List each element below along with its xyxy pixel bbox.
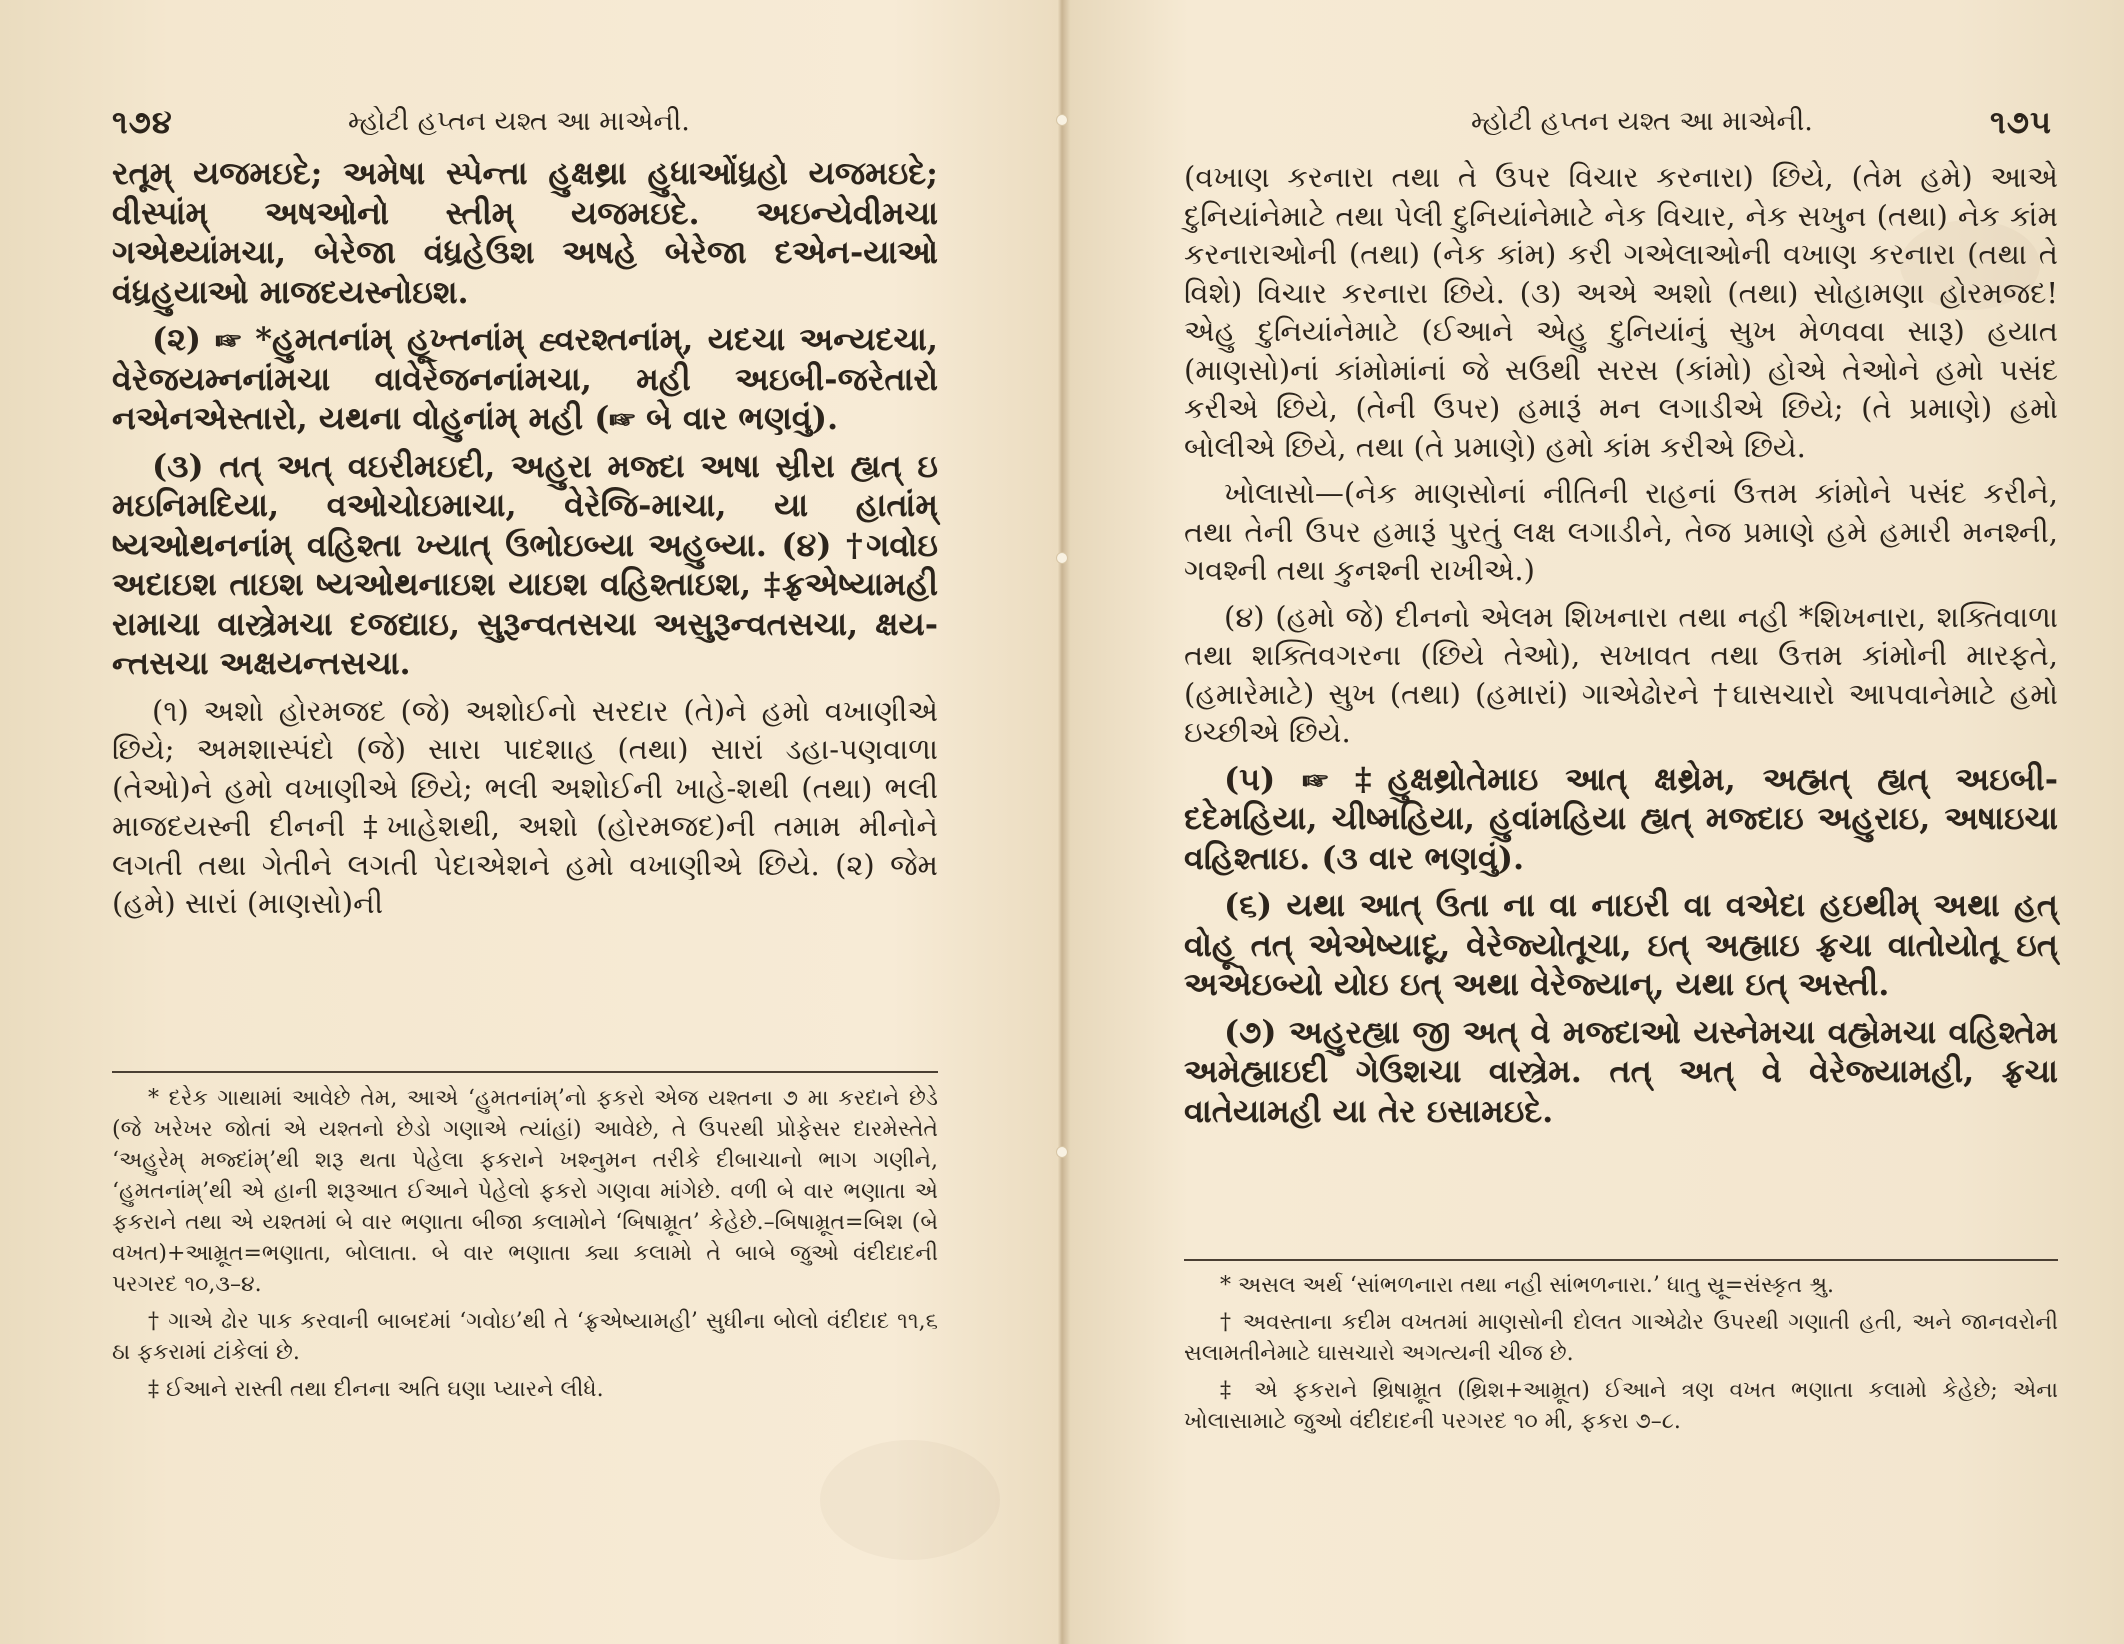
footnote: * દરેક ગાથામાં આવેછે તેમ, આએ ‘હુમતનાંમ્’નો ફકરો એજ યશ્તના ૭ મા કરદાને છેડે (જે ખરેખર જોતાં એ યશ્તનો છેડો ગણાએ ત્યાંહાં) આવેછે, તે ઉપરથી પ્રોફેસર દારમેસ્તેતે ‘અહુરેમ્ મજ્દાંમ્’થી શરૂ થતા પેહેલા ફકરાને ખશ્નુમન તરીકે દીબાચાનો ભાગ ગણીને, ‘હુમતનાંમ્’થી એ હાની શરૂઆત ઈઆને પેહેલો ફકરો ગણવા માંગેછે. વળી બે વાર ભણાતા એ ફકરાને તથા એ યશ્તમાં બે વાર ભણાતા બીજા કલામોને ‘બિષામ્રૂત’ કેહેછે.–બિષામ્રૂત=બિશ (બે વખત)+આમ્રૂત=ભણાતા, બોલાતા. બે વાર ભણાતા ક્યા કલામો તે બાબે જુઓ વંદીદાદની પરગરદ ૧૦,૩–૪. bbox=[112, 1086, 938, 1297]
footnote-divider bbox=[112, 1071, 938, 1073]
footnote: † અવસ્તાના કદીમ વખતમાં માણસોની દોલત ગાએઢોર ઉપરથી ગણાતી હતી, અને જાનવરોની સલામતીનેમાટે ઘાસચારો અગત્યની ચીજ છે. bbox=[1184, 1310, 2058, 1366]
avesta-paragraph: (૨) ☞ *હુમતનાંમ્ હૂખ્તનાંમ્ હ્વરશ્તનાંમ્, યદચા અન્યદચા, વેરેજયમ્નનાંમચા વાવેરેજનનાંમચા, મહી અઇબી-જરેતારો નએનએસ્તારો, યથના વોહુનાંમ્ મહી (☞ બે વાર ભણવું). bbox=[112, 320, 938, 437]
footnote: * અસલ અર્થ ‘સાંભળનારા તથા નહી સાંભળનારા.’ ધાતુ સ્રૂ=સંસ્કૃત શ્રુ. bbox=[1220, 1273, 1835, 1298]
avesta-paragraph: રતૂમ્ યજમઇદે; અમેષા સ્પેન્તા હુક્ષથ્રા હુધાઓંધ્રહો યજમઇદે; વીસ્પાંમ્ અષઓનો સ્તીમ્ યજમઇદે. અઇન્યેવીમચા ગએથ્યાંમચા, બેરેજા વંધ્રહેઉશ અષહે બેરેજા દએન-યાઓ વંધ્રહુયાઓ માજદયસ્નોઇશ. bbox=[112, 154, 938, 311]
right-running-title: મ્હોટી હપ્તન યશ્ત આ માએની. bbox=[1471, 106, 1813, 137]
right-page bbox=[1062, 0, 2124, 1644]
right-body-text bbox=[1184, 158, 2058, 1139]
footnote-divider bbox=[1184, 1259, 2058, 1261]
avesta-paragraph: (૭) અહુરહ્યા જી અત્ વે મજ્દાઓ યસ્નેમચા વહ્મેમચા વહિશ્તેમ અમેહ્માઇદી ગેઉશચા વાસ્ત્રેમ. તત્ અત્ વે વેરેજ્યામહી, ફ્રચા વાતેયામહી યા તેર ઇસામઇદે. bbox=[1184, 1012, 2058, 1130]
avesta-paragraph: (૫) ☞ ‡હુક્ષથ્રોતેમાઇ આત્ ક્ષથ્રેમ, અહ્મત્ હ્યત્ અઇબી-દદેમહિયા, ચીષ્મહિયા, હુવાંમહિયા હ્યત્ મજ્દાઇ અહુરાઇ, અષાઇચા વહિશ્તાઇ. (૩ વાર ભણવું). bbox=[1184, 759, 2058, 877]
footnote: † ગાએ ઢોર પાક કરવાની બાબદમાં ‘ગવોઇ’થી તે ‘ફ્રએષ્યામહી’ સુધીના બોલો વંદીદાદ ૧૧,૬ ઠા ફકરામાં ટાંકેલાં છે. bbox=[112, 1309, 938, 1365]
right-page-number: ૧૭૫ bbox=[1990, 103, 2052, 141]
left-running-head bbox=[112, 100, 972, 144]
translation-paragraph: (૧) અશો હોરમજદ (જે) અશોઈનો સરદાર (તે)ને હમો વખાણીએ છિયે; અમશાસ્પંદો (જે) સારા પાદશાહ (તથા) સારાં ડહા-પણવાળા (તેઓ)ને હમો વખાણીએ છિયે; ભલી અશોઈની ખાહે-શથી (તથા) ભલી માજદયસ્ની દીનની ‡ખાહેશથી, અશો (હોરમજદ)ની તમામ મીનોને લગતી તથા ગેતીને લગતી પેદાએશને હમો વખાણીએ છિયે. (૨) જેમ (હમે) સારાં (માણસો)ની bbox=[112, 693, 938, 920]
left-running-title: મ્હોટી હપ્તન યશ્ત આ માએની. bbox=[348, 106, 690, 137]
translation-paragraph: (વખાણ કરનારા તથા તે ઉપર વિચાર કરનારા) છિયે, (તેમ હમે) આએ દુનિયાંનેમાટે તથા પેલી દુનિયાંનેમાટે નેક વિચાર, નેક સખુન (તથા) નેક કાંમ કરનારાઓની (તથા) (નેક કાંમ) કરી ગએલાઓની વખાણ કરનારા (તથા તે વિશે) વિચાર કરનારા છિયે. (૩) અએ અશો (તથા) સોહામણા હોરમજદ! એહુ દુનિયાંનેમાટે (ઈઆને એહુ દુનિયાંનું સુખ મેળવવા સારૂ) હયાત (માણસો)નાં કાંમોમાંનાં જે સઉથી સરસ (કાંમો) હોએ તેઓને હમો પસંદ કરીએ છિયે, (તેની ઉપર) હમારૂં મન લગાડીએ છિયે; (તે પ્રમાણે) હમો બોલીએ છિયે, તથા (તે પ્રમાણે) હમો કાંમ કરીએ છિયે. bbox=[1184, 160, 2058, 464]
translation-paragraph: (૪) (હમો જે) દીનનો એલમ શિખનારા તથા નહી *શિખનારા, શક્તિવાળા તથા શક્તિવગરના (છિયે તેઓ), સખાવત તથા ઉત્તમ કાંમોની મારફતે, (હમારેમાટે) સુખ (તથા) (હમારાં) ગાએઢોરને †ઘાસચારો આપવાનેમાટે હમો ઇચ્છીએ છિયે. bbox=[1184, 599, 2058, 749]
footnote: ‡ ઈઆને રાસ્તી તથા દીનના અતિ ઘણા પ્યારને લીધે. bbox=[148, 1377, 604, 1402]
left-page-number: ૧૭૪ bbox=[112, 103, 173, 141]
left-footnotes bbox=[112, 1083, 938, 1411]
explanation-paragraph: ખોલાસો—(નેક માણસોનાં નીતિની રાહનાં ઉત્તમ કાંમોને પસંદ કરીને, તથા તેની ઉપર હમારૂં પુરતું લક્ષ લગાડીને, તેજ પ્રમાણે હમે હમારી મનશ્ની, ગવશ્ની તથા કુનશ્ની રાખીએ.) bbox=[1184, 476, 2058, 587]
right-footnotes bbox=[1184, 1270, 2058, 1443]
left-body-text bbox=[112, 154, 938, 931]
avesta-paragraph: (૬) યથા આત્ ઉતા ના વા નાઇરી વા વએદા હઇથીમ્ અથા હત્ વોહૂ તત્ એએષ્યાદૂ, વેરેજ્યોતૂચા, ઇત્ અહ્માઇ ફ્રચા વાતોયોતૂ ઇત્ અએઇબ્યો યોઇ ઇત્ અથા વેરેજ્યાન્, યથા ઇત્ અસ્તી. bbox=[1184, 886, 2058, 1003]
right-running-head bbox=[1186, 100, 2052, 144]
footnote: ‡ એ ફકરાને થ્રિષામ્રૂત (થ્રિશ+આમ્રૂત) ઈઆને ત્રણ વખત ભણાતા કલામો કેહેછે; એના ખોલાસામાટે જુઓ વંદીદાદની પરગરદ ૧૦ મી, ફકરા ૭–૮. bbox=[1184, 1378, 2058, 1434]
avesta-paragraph: (૩) તત્ અત્ વઇરીમઇદી, અહુરા મજ્દા અષા સ્રીરા હ્યત્ ઇ મઇનિમદિયા, વઓચોઇમાચા, વેરેજિ-માચા, યા હાતાંમ્ ષ્યઓથનનાંમ્ વહિશ્તા ખ્યાત્ ઉભોઇબ્યા અહુબ્યા. (૪) †ગવોઇ અદાઇશ તાઇશ ષ્યઓથનાઇશ યાઇશ વહિશ્તાઇશ, ‡ફ્રએષ્યામહી રામાચા વાસ્ત્રેમચા દજદ્યાઇ, સુરૂન્વતસચા અસુરૂન્વતસચા, ક્ષય-ન્તસચા અક્ષયન્તસચા. bbox=[112, 446, 938, 682]
